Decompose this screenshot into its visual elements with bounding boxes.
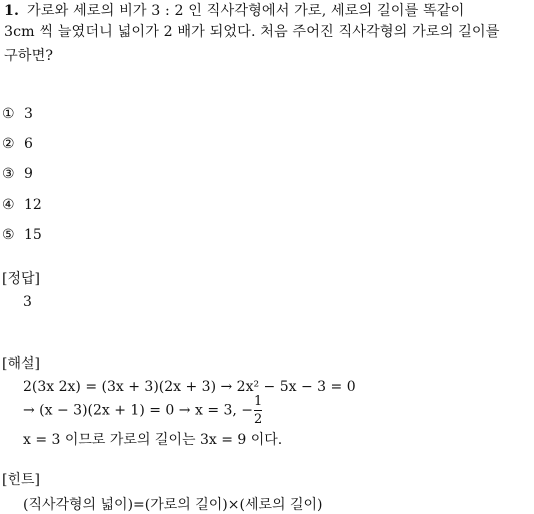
explanation-line-2: [23, 394, 262, 427]
answer-value: 3: [23, 294, 32, 310]
explanation-line-3: x = 3 이므로 가로의 길이는 3x = 9 이다.: [23, 432, 283, 448]
option-mark: ③: [2, 166, 15, 182]
option-value: 9: [24, 166, 33, 182]
option-value: 6: [24, 136, 33, 152]
fraction-denominator: 2: [254, 412, 263, 427]
option-5[interactable]: [2, 227, 42, 243]
fraction-bar: [254, 410, 262, 411]
fraction-numerator: 1: [254, 394, 263, 409]
question-line-3: 구하면?: [4, 48, 54, 64]
option-3[interactable]: [2, 166, 33, 182]
question-number: 1.: [4, 3, 20, 19]
option-2[interactable]: [2, 136, 33, 152]
option-mark: ②: [2, 136, 15, 152]
question-text-1: 가로와 세로의 비가 3 : 2 인 직사각형에서 가로, 세로의 길이를 똑같이: [27, 3, 465, 19]
fraction-one-half: [254, 394, 262, 427]
hint-text: (직사각형의 넓이)=(가로의 길이)×(세로의 길이): [23, 497, 323, 513]
question-line-2: 3cm 씩 늘였더니 넓이가 2 배가 되었다. 처음 주어진 직사각형의 가로의 길이를: [4, 24, 500, 40]
hint-label: [힌트]: [2, 472, 40, 488]
question-line-1: [4, 0, 464, 22]
option-1[interactable]: [2, 106, 33, 122]
explanation-line-1: 2(3x 2x) = (3x + 3)(2x + 3) → 2x² − 5x − 3 = 0: [23, 379, 356, 395]
option-value: 15: [24, 227, 42, 243]
option-mark: ①: [2, 106, 15, 122]
option-value: 12: [24, 197, 42, 213]
option-mark: ④: [2, 197, 15, 213]
option-value: 3: [24, 106, 33, 122]
explanation-line-2-text: → (x − 3)(2x + 1) = 0 → x = 3, −: [23, 402, 254, 419]
option-4[interactable]: [2, 197, 42, 213]
answer-label: [정답]: [2, 271, 40, 287]
option-mark: ⑤: [2, 227, 15, 243]
explanation-label: [해설]: [2, 356, 40, 372]
